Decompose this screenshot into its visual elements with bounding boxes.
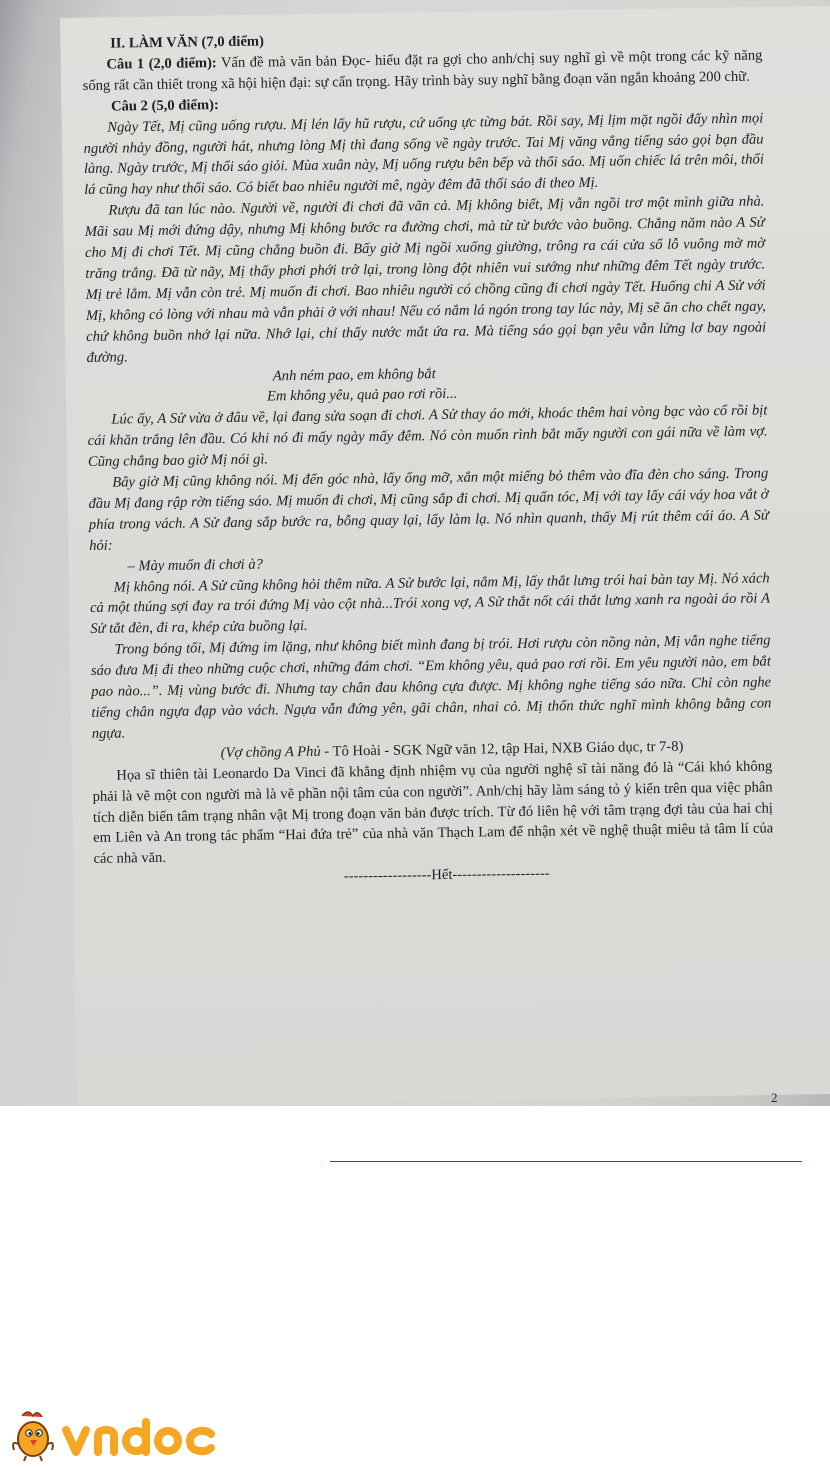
passage-paragraph: Trong bóng tối, Mị đứng im lặng, như không biết mình đang bị trói. Hơi rượu còn nồng nàn, Mị vẫn nghe tiếng sáo đưa Mị đi theo những cuộc chơi, những đám chơi. “Em không yêu, quả pao rơi rồi. Em yêu người nào, em bắt pao nào...”. Mị vùng bước đi. Nhưng tay chân đau không cựa được. Mị không nghe tiếng sáo nữa. Chỉ còn nghe tiếng chân ngựa đạp vào vách. Ngựa vẫn đứng yên, gãi chân, nhai cỏ. Mị thổn thức nghĩ mình không bằng con ngựa. [90, 632, 772, 742]
passage-paragraph: Lúc ấy, A Sử vừa ở đâu về, lại đang sửa soạn đi chơi. A Sử thay áo mới, khoác thêm hai vòng bạc vào cổ rồi bịt cái khăn trắng lên đầu. Có khi nó đi mấy ngày mấy đêm. Nó còn muốn rình bắt mấy người con gái nữa về làm vợ. Cũng chẳng bao giờ Mị nói gì. [87, 402, 768, 471]
poem-line: Em không yêu, quả pao rơi rồi... [266, 386, 458, 405]
dialog-line: – Mày muốn đi chơi à? [127, 556, 264, 575]
essay-prompt: Họa sĩ thiên tài Leonardo Da Vinci đã khẳng định nhiệm vụ của người nghệ sĩ tài năng đó là “Cái khó không phải là vẽ một con người mà là vẽ phần nội tâm của con người”. Anh/chị hãy làm sáng tỏ ý kiến trên qua việc phân tích diễn biến tâm trạng nhân vật Mị trong đoạn văn bản được trích. Từ đó liên hệ với tâm trạng đợi tàu của hai chị em Liên và An trong tác phẩm “Hai đứa trẻ” của nhà văn Thạch Lam để nhận xét về nghệ thuật miêu tả tâm lí của các nhà văn. [92, 758, 774, 868]
passage-paragraph: Bây giờ Mị cũng không nói. Mị đến góc nhà, lấy ống mỡ, xắn một miếng bỏ thêm vào đĩa đèn cho sáng. Trong đầu Mị đang rập rờn tiếng sáo. Mị muốn đi chơi, Mị cũng sắp đi chơi. Mị quấn tóc, Mị với tay lấy cái váy hoa vắt ở phía trong vách. A Sử đang sắp bước ra, bỗng quay lại, lấy làm lạ. Nó nhìn quanh, thấy Mị rút thêm cái áo. A Sử hỏi: [88, 465, 769, 554]
vndoc-wordmark [66, 1422, 211, 1452]
chicken-mascot-icon [6, 1406, 226, 1462]
source-title: (Vợ chồng A Phủ [220, 743, 321, 761]
exam-text [82, 25, 774, 892]
question-1-text: Vấn đề mà văn bản Đọc- hiểu đặt ra gợi cho anh/chị suy nghĩ gì về một trong các kỹ năng sống rất cần thiết trong xã hội hiện đại: sự cẩn trọng. Hãy trình bày suy nghĩ bằng đoạn văn ngắn khoảng 200 chữ. [82, 47, 763, 94]
section-title: II. LÀM VĂN (7,0 điểm) [110, 33, 265, 52]
passage-paragraph: Rượu đã tan lúc nào. Người về, người đi chơi đã vãn cả. Mị không biết, Mị vẫn ngồi trơ một mình giữa nhà. Mãi sau Mị mới đứng dậy, nhưng Mị không bước ra đường chơi, mà từ từ bước vào buồng. Chẳng năm nào A Sử cho Mị đi chơi Tết. Mị cũng chẳng buồn đi. Bấy giờ Mị ngồi xuống giường, trông ra cái cửa sổ lỗ vuông mờ mờ trăng trắng. Đã từ nãy, Mị thấy phơi phới trở lại, trong lòng đột nhiên vui sướng như những đêm Tết ngày trước. Mị trẻ lắm. Mị vẫn còn trẻ. Mị muốn đi chơi. Bao nhiêu người có chồng cũng đi chơi ngày Tết. Huống chi A Sử với Mị, không có lòng với nhau mà vẫn phải ở với nhau! Nếu có nắm lá ngón trong tay lúc này, Mị sẽ ăn cho chết ngay, chứ không buồn nhớ lại nữa. Nhớ lại, chỉ thấy nước mắt ứa ra. Mà tiếng sáo gọi bạn yêu vẫn lửng lơ bay ngoài đường. [84, 193, 767, 366]
vndoc-logo [6, 1406, 226, 1462]
passage-paragraph: Mị không nói. A Sử cũng không hỏi thêm nữa. A Sử bước lại, nắm Mị, lấy thắt lưng trói hai bàn tay Mị. Nó xách cả một thúng sợi đay ra trói đứng Mị vào cột nhà...Trói xong vợ, A Sử thắt nốt cái thắt lưng xanh ra ngoài áo rồi A Sử tắt đèn, đi ra, khép cửa buồng lại. [89, 570, 771, 638]
end-mark: ------------------Hết-------------------- [343, 865, 550, 885]
passage-paragraph: Ngày Tết, Mị cũng uống rượu. Mị lén lấy hũ rượu, cứ uống ực từng bát. Rồi say, Mị lịm mặt ngồi đấy nhìn mọi người nhảy đồng, người hát, nhưng lòng Mị thì đang sống về ngày trước. Tai Mị văng vẳng tiếng sáo gọi bạn đầu làng. Ngày trước, Mị thổi sáo giỏi. Mùa xuân này, Mị uống rượu bên bếp và thổi sáo. Mị uốn chiếc lá trên môi, thổi lá cũng hay như thổi sáo. Có biết bao nhiêu người mê, ngày đêm đã thổi sáo đi theo Mị. [83, 110, 764, 199]
page-number: 2 [771, 1090, 778, 1105]
hyperlink-underline[interactable] [330, 1161, 802, 1162]
question-2-label: Câu 2 (5,0 điểm): [110, 96, 219, 115]
poem-line: Anh ném pao, em không bắt [272, 365, 436, 384]
source-details: - Tô Hoài - SGK Ngữ văn 12, tập Hai, NXB Giáo dục, tr 7-8) [320, 738, 684, 760]
question-1-label: Câu 1 (2,0 điểm): [106, 55, 217, 73]
